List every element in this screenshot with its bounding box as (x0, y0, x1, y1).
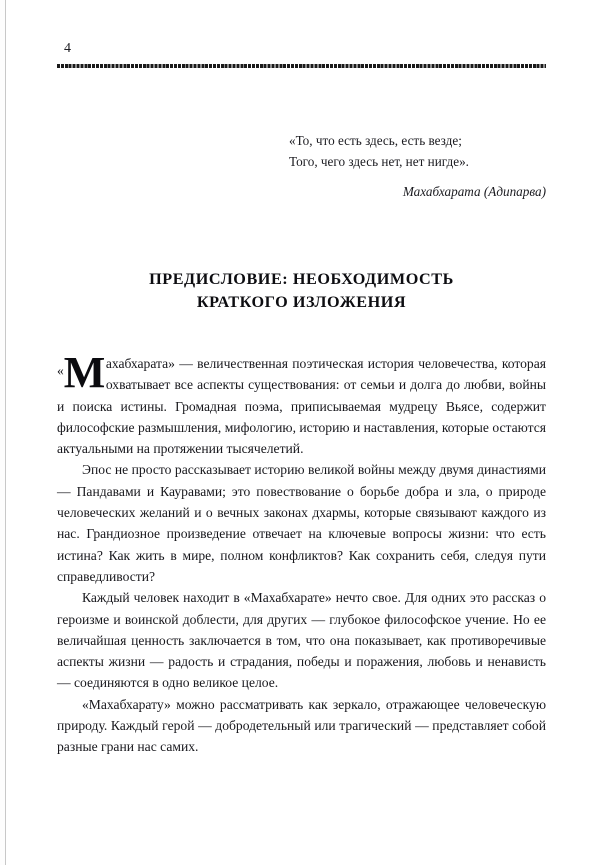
epigraph-line-1: «То, что есть здесь, есть везде; (289, 133, 462, 148)
page-binding-edge (5, 0, 6, 865)
paragraph-1-text: ахабхарата» — величественная поэтическая история человечества, которая охватывает все аспекты существования: от семьи и долга до любви, войны и поиска истины. Громадная поэма, приписываемая мудрецу Вьясе, содержит философские размышления, мифологию, историю и наставления, которые остаются актуальными на протяжении тысячелетий. (57, 356, 546, 457)
drop-cap (57, 348, 105, 397)
paragraph-4: «Махабхарату» можно рассматривать как зеркало, отражающее человеческую природу. Каждый герой — добродетельный или трагический — представляет собой разные грани нас самих. (57, 696, 546, 755)
drop-cap-letter: М (63, 348, 105, 397)
paragraph-3: Каждый человек находит в «Махабхарате» нечто свое. Для одних это рассказ о героизме и воинской доблести, для других — глубокое философское учение. Но ее величайшая ценность заключается в том, что она показывает, как противоречивые аспекты жизни — радость и страдания, победы и поражения, любовь и ненависть — соединяются в одно великое целое. (57, 590, 546, 691)
page-number: 4 (64, 41, 72, 56)
body-text-column (57, 348, 546, 758)
page-title (57, 268, 546, 314)
drop-cap-quote: « (57, 363, 64, 378)
page-title-line-2: КРАТКОГО ИЗЛОЖЕНИЯ (196, 292, 407, 311)
paragraph-1 (57, 348, 546, 459)
page-title-line-1: ПРЕДИСЛОВИЕ: НЕОБХОДИМОСТЬ (149, 269, 454, 288)
epigraph-line-2: Того, чего здесь нет, нет нигде». (289, 153, 469, 169)
header-decorative-rule (57, 64, 546, 68)
epigraph-attribution: Махабхарата (Адипарва) (402, 184, 546, 199)
epigraph (289, 131, 546, 172)
paragraph-2: Эпос не просто рассказывает историю великой войны между двумя династиями — Пандавами и Кауравами; это повествование о борьбе добра и зла, о природе человеческих желаний и о вечных законах дхармы, которые связывают каждого из нас. Грандиозное произведение отвечает на ключевые вопросы жизни: что есть истина? Как жить в мире, полном конфликтов? Как сохранить себя, следуя пути справедливости? (57, 462, 546, 584)
